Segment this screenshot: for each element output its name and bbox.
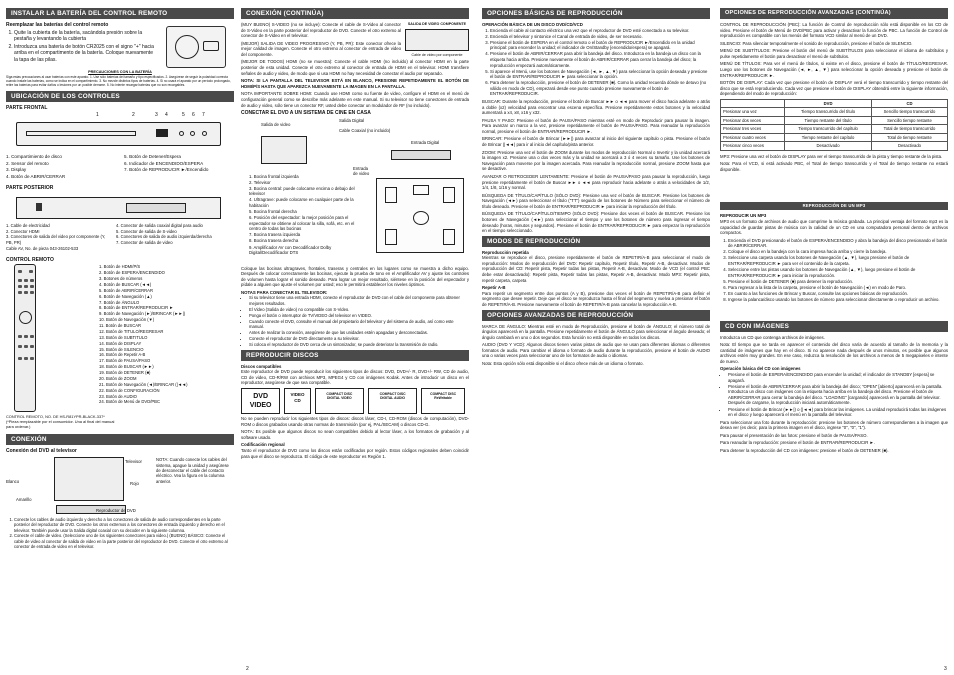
pause-text: PAUSA Y PASO: Presione el botón de PAUSA/PASO mientras esté en modo de Reproducir para pausar la imagen. Para avanzar un marco a la vez, presione repetidamente el botón de PAUSA/PASO. Para reanudar la reproducción normal, presione el botón de ENTRAR/REPRODUCIR ►. bbox=[482, 117, 710, 134]
table-header: DVD bbox=[785, 99, 872, 107]
list-item: • Antes de realizar la conexión, asegúrese de que las unidades estén apagadas y desconectadas. bbox=[249, 330, 469, 335]
list-item: • Si su televisor tiene una entrada HDMI, conecte el reproductor de DVD con el cable del componente para obtener mejores resultados. bbox=[249, 295, 469, 306]
list-item: 19. Botón de DETENER (■) bbox=[99, 370, 151, 376]
list-item: 8. Bocina trasera derecha bbox=[249, 238, 299, 244]
ht-digital-out-label: Salida Digital bbox=[339, 117, 365, 123]
list-item: 2. Conector HDMI bbox=[6, 228, 40, 234]
tv-illustration bbox=[54, 457, 124, 501]
subtitle-text: MENÚ DE SUBTÍTULOS: Presione el botón del menú de SUBTÍTULOS para seleccionar el idioma de subtítulos y pulse repetidamente el botón para desactivar el menú de subtítulos. bbox=[720, 48, 948, 59]
front-legend-left bbox=[6, 154, 65, 180]
list-item: • Ponga el botón o interruptor de TV/VIDEO del televisor en VIDEO. bbox=[249, 313, 469, 318]
table-row bbox=[721, 125, 948, 133]
digital-audio-logo: COMPACT DISC DIGITAL AUDIO bbox=[368, 388, 417, 414]
list-item: 7. En cuanto a las funciones de Brincar y Buscar, consulte las opciones básicas de reproducción. bbox=[728, 291, 948, 297]
mp3-steps bbox=[720, 238, 948, 303]
mp3-subtitle: REPRODUCIR UN MP3 bbox=[720, 213, 767, 219]
display-table bbox=[720, 99, 948, 151]
table-cell: Presionar cinco veces bbox=[721, 142, 785, 150]
region-title: Codificación regional bbox=[241, 442, 285, 448]
callout-number: 7 bbox=[202, 112, 205, 119]
list-item: 6. Para regresar a la lista de la carpeta, presione el botón de Navegación (◄) en modo de Paro. bbox=[728, 285, 948, 291]
digital-video-logo: COMPACT DISC DIGITAL VIDEO bbox=[315, 388, 364, 414]
tv-notes bbox=[241, 295, 469, 347]
home-theater-diagram bbox=[241, 118, 469, 258]
battery-illustration bbox=[166, 26, 226, 68]
mute-text: SILENCIO: Para silenciar temporalmente el sonido de reproducción, presione el botón de SILENCIO. bbox=[720, 40, 913, 46]
column-4 bbox=[720, 8, 948, 456]
tv-label: Televisor bbox=[125, 459, 142, 465]
list-item: 2. Introduzca una batería de botón CR2025 con el signo "+" hacia arriba en el compartimento de la batería. Coloque nuevamente la tapa de las pilas. bbox=[14, 44, 156, 64]
remote-title: CONTROL REMOTO bbox=[6, 256, 54, 263]
list-item: • Cuando conecte el DVD, consulte el manual del propietario del televisor y del sistema de audio, así como este manual. bbox=[249, 319, 469, 330]
rear-legend-left bbox=[6, 223, 111, 252]
list-item: 21. Botón de Navegación (◄)/BRINCAR (|◄◄) bbox=[99, 381, 188, 387]
list-item: 3. Seleccione una carpeta usando los botones de Navegación (▲, ▼), luego presione el botón de ENTRAR/REPRODUCIR ► para ver el contenido de la carpeta. bbox=[728, 255, 948, 266]
list-item: 1. Botón de HDMI/P/S bbox=[99, 264, 141, 270]
table-header-row bbox=[721, 99, 948, 107]
ht-legend bbox=[241, 174, 361, 257]
display-text: BOTÓN DE DISPLAY: Cada vez que presione el botón de DISPLAY verá el tiempo transcurrido y tiempo restante del disco que se está reproduciendo. Cada vez que presione el botón de DISPLAY obtendrá entre la siguiente información, dependiendo del modo de reproducción: bbox=[720, 80, 948, 97]
table-row bbox=[721, 116, 948, 124]
callout-number: 3 bbox=[155, 112, 158, 119]
table-header: CD bbox=[871, 99, 947, 107]
resume-slide-text: Para reanudar la reproducción: presione el botón de ENTRAR/REPRODUCIR ►. bbox=[720, 440, 875, 446]
precautions-title: PRECAUCIONES CON LA BATERÍA bbox=[88, 69, 152, 74]
list-item: 3. Conectores de salida del video por componente (Y, PB, PR) bbox=[6, 234, 106, 245]
battery-subtitle: Reemplazar las baterías del control remoto bbox=[6, 22, 109, 28]
ht-input-label: Entrada de video bbox=[353, 165, 370, 177]
discs-note-2: NOTA: Es posible que algunos discos no sean compatibles debido al lector láser, a los formatos de grabación y al software usado. bbox=[241, 429, 469, 440]
list-item: 7. Conector de salida de video bbox=[116, 240, 173, 246]
list-item: 17. Botón de PAUSA/PASO bbox=[99, 358, 151, 364]
table-cell: Presionar cuatro veces bbox=[721, 133, 785, 141]
modes-heading: MODOS DE REPRODUCCIÓN bbox=[482, 236, 710, 247]
column-1 bbox=[6, 8, 234, 551]
ht-coax-label: Cable Coaxial (no incluido) bbox=[339, 127, 391, 133]
list-item: 5. Conector de salida de S-video bbox=[116, 228, 177, 234]
cd-steps bbox=[720, 372, 948, 418]
list-item: 6. Botón de Navegación (▲) bbox=[99, 293, 152, 299]
table-cell: Tiempo restante del título bbox=[785, 116, 872, 124]
component-diagram bbox=[405, 22, 469, 59]
list-item: 4. Conector de salida coaxial digital para audio bbox=[116, 222, 203, 228]
list-item: 4. Botón de ABRIR/CERRAR bbox=[6, 173, 66, 179]
list-item: 2. Encienda el televisor y sintonice el Canal de entrada de video, de ser necesario. bbox=[490, 34, 710, 40]
list-item: 5. Si aparece el Menú, use los botones de Navegación (◄, ►, ▲, ▼) para seleccionar la opción deseada y presione el botón de ENTRAR/REPRODUCIR ► para seleccionar la opción. bbox=[490, 69, 710, 80]
video-cd-logo: VIDEO CD bbox=[284, 388, 311, 414]
table-header bbox=[721, 99, 785, 107]
table-cell: Presionar una vez bbox=[721, 108, 785, 116]
callout-number: 2 bbox=[132, 112, 135, 119]
dvd-video-logo: DVD VIDEO bbox=[241, 388, 280, 414]
list-item: 5. Presione el botón de DETENER (■) para detener la reproducción. bbox=[728, 279, 948, 285]
discs-heading: REPRODUCIR DISCOS bbox=[241, 350, 469, 361]
list-item: 5. Botón de Detener/Espera bbox=[124, 154, 181, 160]
table-cell: Tiempo restante del capítulo bbox=[785, 133, 872, 141]
list-item: 1. Compartimiento de disco bbox=[6, 154, 62, 160]
remote-note: CONTROL REMOTO, NO. DE HS-R81YPR-BLACK-337* (*Pieza remplazable por el consumidor. Una al final del manual para ordenar.) bbox=[6, 414, 115, 430]
callout-number: 1 bbox=[96, 112, 99, 119]
list-item: 4. Presione el botón de ABRIR/CERRAR para abrir la bandeja del disco. Introduzca en la bandeja un disco con la etiqueta hacia arriba. Presione nuevamente el botón de ABRIR/CERRAR para cerrar la bandeja del disco; la reproducción empezará automáticamente. bbox=[490, 51, 710, 68]
battery-heading: INSTALAR LA BATERÍA DEL CONTROL REMOTO bbox=[6, 8, 234, 19]
list-item: • Si coloca el reproductor de DVD cerca de un sintonizador, se puede deteriorar la transmisión de radio. bbox=[249, 342, 469, 347]
svideo-text: (MUY BUENO) S-VIDEO (no se incluye): Conecte el cable de S-Video al conector de S-Video en la parte posterior del reproductor de DVD. Conecte el otro extremo al conector de S-Video en el televisor. bbox=[241, 22, 401, 39]
ht-digital-in-label: Entrada Digital bbox=[411, 139, 440, 145]
list-item: • Presione el botón de ESPERA/ENCENDIDO para encender la unidad; el indicador de STANDBY [espera] se apagará. bbox=[728, 372, 948, 383]
rear-panel-title: PARTE POSTERIOR bbox=[6, 185, 54, 192]
table-cell: Sencillo tiempo restante bbox=[871, 116, 947, 124]
remote-legend bbox=[91, 264, 187, 405]
mp3-heading: REPRODUCCIÓN DE UN MP3 bbox=[720, 202, 948, 210]
page-number: 3 bbox=[944, 665, 947, 672]
tv-connection-diagram bbox=[6, 455, 234, 517]
ab-subtitle: Repetir A-B bbox=[482, 285, 506, 291]
white-label: Blanco bbox=[6, 479, 20, 485]
audio-text: AUDIO (DVD Y VCD): Algunos discos tienen varias pistas de audio que se usan para diferentes idiomas o diferentes formatos de audio. Para cambiar el idioma o formato de audio durante la reproducción, presione el botón de AUDIO una o varias veces para seleccionar uno de los formatos de audio o idiomas. bbox=[482, 342, 710, 359]
list-item: 5. Bocina frontal derecha bbox=[249, 209, 297, 215]
stop-slide-text: Para detener la reproducción del CD con imágenes: presione el botón de DETENER (■). bbox=[720, 447, 889, 453]
operation-steps bbox=[482, 28, 710, 97]
list-item: 6. Para detener la reproducción, presione el botón de DETENER (■). Como la unidad recuerda dónde se detuvo (no válido en modo de CD), empezará desde ese punto cuando presione nuevamente el botón de ENTRAR/REPRODUCIR. bbox=[490, 80, 710, 97]
list-item: 18. Botón de BUSCAR (►►) bbox=[99, 364, 154, 370]
hdmi-text: (MEJOR DE TODOS) HDMI (no se muestra): Conecte el cable HDMI (no incluido) al conector HDMI en la parte posterior de esta unidad. Conecte el otro extremo al conector de entrada de HDMI en el televisor. HDMI transfiere señales de audio y video, de modo que si usa HDMI no hay necesidad de conectar el audio por separado. bbox=[241, 59, 469, 76]
list-item: 13. Botón de SUBTITULO bbox=[99, 334, 148, 340]
discs-text: Este reproductor de DVD puede reproducir los siguientes tipos de discos: DVD, DVD+/- R, DVD+/- RW, CD de audio, CD de video, CD-R/RW con archivos MP3, MPEG4 y CD con imágenes Kodak. Antes de introducir un disco en el reproductor, asegúrese de que sea compatible. bbox=[241, 369, 469, 386]
title-search-text: BÚSQUEDA DE TÍTULO/CAPÍTULO (SÓLO DVD): Presione una vez el botón de BUSCAR. Presione los botones de Navegación (◄►) para seleccionar el título ("TT") seguido de los botones de Número para seleccionar el número de título deseado. Presione el botón de ENTRAR/REPRODUCIR ► para iniciar la reproducción del título. bbox=[482, 192, 710, 209]
list-item: 4. Ultragrave: puede colocarse en cualquier parte de la habitación bbox=[249, 197, 354, 208]
list-item: 2. Televisor bbox=[249, 179, 271, 185]
cd-note: Nota: El tiempo que se tarda en aparecer el contenido del disco varía de acuerdo al tamaño de la memoria y la cantidad de imágenes que hay en el disco. Si no aparece nada después de unos minutos, es posible que algunos archivos estén muy grandes. En ese caso, reduzca la resolución de los archivos a menos de 5 megapixeles e intente de nuevo. bbox=[720, 342, 948, 364]
table-cell: Desactivado bbox=[785, 142, 872, 150]
disc-logos bbox=[241, 388, 469, 414]
slow-text: AVANZAR O RETROCEDER LENTAMENTE: Presione el botón de PAUSA/PASO para pausar la reproducción, luego presione repetidamente el botón de Buscar ►► o ◄◄ para reproducir hacia adelante o atrás a velocidades de 1/2, 1/4, 1/8, 1/16 y normal. bbox=[482, 173, 710, 191]
front-panel-diagram bbox=[6, 112, 234, 154]
connection-heading: CONEXIÓN bbox=[6, 434, 234, 445]
list-item: 7. Botón de REPRODUCIR ►/Encendido bbox=[124, 167, 209, 173]
discs-note-1: No se pueden reproducir los siguientes tipos de discos: discos láser, CD-I, CD-ROM (discos de computación), DVD-ROM o discos grabados usando otras normas de transmisión (por ej, PAL/SECAM) o discos CD-G. bbox=[241, 416, 469, 427]
list-item: 2. Sensor del remoto bbox=[6, 160, 49, 166]
controls-heading: UBICACIÓN DE LOS CONTROLES bbox=[6, 91, 234, 102]
remote-illustration bbox=[14, 264, 36, 412]
list-item: 8. Botón de ENTRAR/REPRODUCIR ► bbox=[99, 305, 174, 311]
list-item: 3. Presione el botón de ESPERA en el control remoto o el botón de REPRODUCIR ►/Encendido en la unidad principal: para encender la unidad; el indicador de On/Standby [encendido/espera] se apagará. bbox=[490, 40, 710, 51]
table-cell: Presionar tres veces bbox=[721, 125, 785, 133]
zoom-text: ZOOM: Presione una vez el botón de ZOOM durante los modos de reproducción Normal o Invertir y la unidad acercará la imagen x2. Presione una o dos veces más y la unidad se acercará a 3 ó 4 veces su tamaño. Use los botones de Navegación para moverse por la imagen acercada. Para reanudar la reproducción normal, presione ZOOM hasta que se desactive. bbox=[482, 149, 710, 172]
svideo-label: SALIDA DE VIDEO COMPONENTE bbox=[407, 22, 467, 26]
front-legend-right bbox=[124, 154, 234, 180]
precautions-text: Siga estas precauciones al usar baterías con este aparato. 1. Use sólo baterías del tamaño y tipo especificados. 2. Asegúrese de seguir la polaridad correcta cuando instale las baterías, como se indica en el compartimiento. 3. No mezcle distintos tipos de baterías. 4. Si no usará el aparato por un período prolongado, retire las baterías para evitar daños o lesiones por un posible derrame. 5. No intente recargar baterías que no son recargables. bbox=[6, 74, 231, 87]
rear-panel-diagram bbox=[6, 193, 234, 223]
list-item: 2. Coloque el disco en la bandeja con la cara impresa hacia arriba y cierre la bandeja. bbox=[728, 249, 948, 255]
search-text: BUSCAR: Durante la reproducción, presione el botón de Buscar ►► o ◄◄ para mover el disco hacia adelante o atrás a doble (x2) velocidad para encontrar una escena específica. Presione repetidamente estos botones y la velocidad aumentará a x4, x8, x16 y x32. bbox=[482, 99, 710, 116]
list-item: 1. Cable de electricidad bbox=[6, 222, 50, 228]
list-item: 9. Amplificador AV con Decodificador Dolby Digital/Decodificador DTS bbox=[249, 244, 332, 256]
list-item: 9. Botón de Navegación (►)/BRINCAR (►►|) bbox=[99, 311, 186, 317]
speaker-layout bbox=[376, 178, 464, 253]
pause-slide-text: Para pausar el presentación de las fotos: presione el botón de PAUSA/PASO. bbox=[720, 432, 868, 438]
list-item: 6. Indicador de ENCENDIDO/ESPERA bbox=[124, 160, 204, 166]
discs-subtitle: Discos compatibles bbox=[241, 363, 282, 369]
page-number: 2 bbox=[246, 665, 249, 672]
list-item: 20. Botón de ZOOM bbox=[99, 375, 137, 381]
table-cell: Desactivado bbox=[871, 142, 947, 150]
cd-images-heading: CD CON IMÁGENES bbox=[720, 321, 948, 332]
precautions-box bbox=[6, 70, 234, 87]
list-item: • Conecte el reproductor de DVD directamente a su televisor. bbox=[249, 336, 469, 341]
list-item: 1. Bocina frontal izquierda bbox=[249, 173, 299, 179]
table-cell: Sencillo tiempo transcurrido bbox=[871, 108, 947, 116]
list-item: 3. Botones de números bbox=[99, 276, 143, 282]
column-2 bbox=[241, 8, 469, 461]
list-item: 4. Botón de BUSCAR (◄◄) bbox=[99, 281, 152, 287]
list-item: 15. Botón de SILENCIO bbox=[99, 346, 144, 352]
home-theater-subtitle: CONECTAR EL DVD A UN SISTEMA DE CINE EN CASA bbox=[241, 110, 371, 117]
table-cell: Total de tiempo transcurrido bbox=[871, 125, 947, 133]
list-item: 1. Conecte los cables de audio izquierdo y derecho a los conectores de salida de audio correspondientes en la parte posterior del reproductor de DVD. Conecte los otros extremos a los conectores de entrada izquierdo y derecho en el televisor. También puede usar la Salida digital coaxial con su decoder en la siguiente columna. bbox=[14, 517, 234, 533]
mp3-display-note: MP3: Presione una vez el botón de DISPLAY para ver el tiempo transcurrido de la pista y tiempo restante de la pista. bbox=[720, 153, 943, 159]
connection-cont-heading: CONEXIÓN (CONTINÚA) bbox=[241, 8, 469, 19]
table-row bbox=[721, 108, 948, 116]
list-item: 2. Conecte el cable de video. (Seleccione uno de los siguientes conectores para video.) (BUENO) BÁSICO: Conecte el cable de video al conector de salida de video en la parte posterior del reproductor de DVD. Conecte el otro extremo al conector de entrada de video en el televisor. bbox=[14, 533, 234, 549]
list-item: 3. Display bbox=[6, 167, 27, 173]
svideo-caption: Cable de video por componente bbox=[411, 52, 463, 57]
table-cell: Presionar dos veces bbox=[721, 116, 785, 124]
list-item: 10. Botón de Navegación (▼) bbox=[99, 317, 155, 323]
battery-steps bbox=[6, 30, 156, 64]
note-rf: NOTA IMPORTANTE SOBRE HDMI: Cuando use HDMI como su fuente de video, configure el HDMI en el menú de configuración general como se describe más adelante en este manual. Si su televisor no tiene conectores de entrada de audio y video, sólo tiene un conector RF, usted debe conectar un modulador de RF (no incluido). bbox=[241, 91, 469, 108]
list-item: 12. Botón de TITULO/REGRESAR bbox=[99, 328, 164, 334]
list-item: 4. Seleccione entre las pistas usando los botones de Navegación (▲, ▼), luego presione el botón de ENTRAR/REPRODUCIR ► para iniciar la reproducción. bbox=[728, 267, 948, 278]
repeat-text: Mientras se reproduce el disco, presione repetidamente el botón de REPETIR/A-B para seleccionar el modo de reproducción: Modos de reproducción del DVD: Repetir capítulo, Repetir título, Repetir A-B, desactivar. Modos de reproducción del CD: Repetir pista, Repetir todas las pistas, Repetir A-B, desactivar. Modo de VCD (el control PBC debe estar desactivado): Repetir pista, Repetir todas las pistas, Repetir A-B, desactivar. Modo MP3: Repetir pista, repetir carpeta, carpeta bbox=[482, 255, 710, 283]
column-3 bbox=[482, 8, 710, 369]
skip-text: BRINCAR: Presione el botón de Brincar (►►|) para avanzar al inicio del siguiente capítulo o pista. Presione el botón de Brincar (|◄◄) para ir al inicio del capítulo/pista anterior. bbox=[482, 136, 710, 148]
rear-legend bbox=[6, 223, 234, 254]
region-text: Tanto el reproductor de DVD como los discos están codificados por región. Estos códigos regionales deben coincidir para que el disco se reproduzca. El código de este reproductor es Región 1. bbox=[241, 447, 469, 459]
repeat-subtitle: Reproducción repetida bbox=[482, 249, 529, 255]
advanced-heading: OPCIONES AVANZADAS DE REPRODUCCIÓN bbox=[482, 310, 710, 321]
red-label: Rojo bbox=[130, 481, 139, 487]
mp3-intro: MP3 es un formato de archivos de audio que comprime la música grabada. La principal ventaja del formato mp3 es la capacidad de guardar pistas de música con la calidad de un CD en una computadora personal dentro de archivos compactos. bbox=[720, 218, 948, 236]
list-item: • Presione el botón de ABRIR/CERRAR para abrir la bandeja del disco; "OPEN" [abierto] aparecerá en la pantalla. Introduzca un disco con imágenes con la etiqueta hacia arriba en la bandeja del disco. Presione el botón de ABRIR/CERRAR para cerrar la bandeja del disco. "LOADING" [cargando] aparecerá en la pantalla del televisor. Después de cargarse, la reproducción iniciará automáticamente. bbox=[728, 384, 948, 406]
callout-number: 5 bbox=[182, 112, 185, 119]
speaker-text: Coloque las bocinas ultragraves, frontales, traseras y centrales en los lugares como se muestra a dicho equipo. Después de colocar correctamente las bocinas, ejecute la prueba de tono en el Amplificador AV y ajuste los controles de volumen hasta lograr el sonido deseado. Para lograr un mejor resultado, siéntese en la posición del espectador y pídale a alguien que ajuste el volumen por usted; eso le permitirá establecer los niveles óptimos. bbox=[241, 265, 469, 288]
list-item: 6. Conectores de salida de audio izquierda/derecha bbox=[116, 234, 212, 240]
list-item: 1. Encienda el DVD presionando el botón de ESPERA/ENCENDIDO y abra la bandeja del disco presionando el botón de ABRIR/CERRAR. bbox=[728, 238, 948, 249]
callout-number: 4 bbox=[165, 112, 168, 119]
table-row bbox=[721, 142, 948, 150]
list-item: 1. Encienda el cable al contacto eléctrico una vez que el reproductor de DVD esté conectado a su televisor. bbox=[490, 28, 710, 34]
ab-text: Para repetir un segmento entre dos puntos (A y B), presione dos veces el botón de REPETIR/A-B para definir el segmento que desee repetir. Deje que el disco se reproduzca hasta el final del segmento y vuelva a presionar el botón de REPETIR/A-B. Presione nuevamente el botón de REPETIR/A-B para cancelar la reproducción A-B. bbox=[482, 290, 710, 307]
slideshow-text: Para seleccionar una foto durante la reproducción: presione los botones de número correspondientes a la imagen que desea ver (es decir, para la primera imagen en el disco, ingrese "0", "0", "1"). bbox=[720, 419, 948, 431]
table-cell: Total de tiempo restante bbox=[871, 133, 947, 141]
time-search-text: BÚSQUEDA DE TÍTULO/CAPÍTULO/TIEMPO (SÓLO DVD): Presione dos veces el botón de BUSCAR. Presione los botones de Navegación (◄►) para seleccionar el tiempo y use los botones de número para ingresar el tiempo deseado (horas, minutos y segundos). Presione el botón de ENTRAR/REPRODUCIR ► para empezar la reproducción en el tiempo seleccionado. bbox=[482, 211, 710, 234]
audio-note: Nota: Esta opción sólo está disponible si el disco ofrece más de un idioma o formato. bbox=[482, 360, 644, 366]
title-menu-text: MENÚ DE TÍTULOS: Para ver el menú de títulos, si existe en el disco, presione el botón de TÍTULO/REGRESAR. Luego use los botones de Navegación (◄, ►, ▲, ▼) para seleccionar la opción deseada y presione el botón de ENTRAR/REPRODUCIR ►. bbox=[720, 61, 948, 78]
pbc-text: CONTROL DE REPRODUCCIÓN (PBC): La función de Control de reproducción sólo está disponible en los CD de video. Presione el botón de Menú de DVD/PBC para activar y desactivar la función de PBC. La función de Control de reproducción es compatible con los menús del formato VCD similar al menú de un DVD. bbox=[720, 22, 948, 39]
list-item: 7. Bocina trasera izquierda bbox=[249, 232, 301, 238]
list-item: 5. Botón de ABRIR/CERRAR bbox=[99, 287, 153, 293]
rewritable-logo: COMPACT DISC ReWritable bbox=[421, 388, 465, 414]
notes-title: NOTAS PARA CONECTAR EL TELEVISOR: bbox=[241, 289, 328, 295]
cd-intro: Introduzca un CD que contenga archivos de imágenes. bbox=[720, 334, 825, 340]
angle-text: MARCA DE ÁNGULO: Mientras esté en modo de Reproducción, presione el botón de ÁNGULO; el número total de ángulos aparecerá en la pantalla. Presione repetidamente el botón de ÁNGULO para seleccionar el ángulo deseado; el ángulo cambiará en uno o dos segundos. Esta función no está disponible en todos los discos. bbox=[482, 323, 710, 340]
vcd-note: Nota: Para el VCD, si está activado PBC, el Total de tiempo transcurrido y el Total de tiempo restante no estará disponible. bbox=[720, 161, 948, 172]
cd-op-title: Operación básica del CD con imágenes bbox=[720, 366, 801, 372]
list-item: 11. Botón de BUSCAR bbox=[99, 323, 142, 329]
list-item: 23. Botón de AUDIO bbox=[99, 393, 137, 399]
list-item: 22. Botón de CONFIGURACIÓN bbox=[99, 387, 160, 393]
tv-illustration bbox=[261, 136, 307, 164]
list-item: 6. Posición del espectador: la mejor posición para el espectador se obtiene al colocar la silla, sofá, etc. en el centro de todas las bocinas bbox=[249, 215, 355, 232]
amplifier-illustration bbox=[391, 150, 451, 160]
front-legend bbox=[6, 154, 234, 182]
connection-subtitle: Conexión del DVD al televisor bbox=[6, 447, 77, 454]
component-text: (MEJOR) SALIDA DE VIDEO PROGRESIVO (Y, PB, PR): Este conector ofrece la mejor calidad de imagen. Conecte el otro extremo al conector de entrada de video del componente. bbox=[241, 40, 401, 57]
list-item: 16. Botón de Repetir A-B bbox=[99, 352, 146, 358]
connection-note: NOTA: Cuando conecte los cables del sistema, apague la unidad y asegúrese de desconectar el cable del contacto eléctrico. Vea la figura en la columna anterior. bbox=[156, 457, 229, 484]
player-label: Reproductor de DVD bbox=[96, 508, 136, 514]
remote-section bbox=[6, 264, 234, 414]
list-item: Cable AV, No. de pieza 043-26102-533 bbox=[6, 245, 79, 251]
rear-legend-right bbox=[116, 223, 234, 252]
options-heading: OPCIONES BÁSICAS DE REPRODUCCIÓN bbox=[482, 8, 710, 19]
table-cell: Tiempo transcurrido del capítulo bbox=[785, 125, 872, 133]
list-item: 3. Bocina central: puede colocarse encima o debajo del televisor bbox=[249, 185, 355, 197]
list-item: 1. Quite la cubierta de la batería, sacándola presión sobre la pestaña y levantando la cubierta bbox=[14, 30, 156, 44]
advanced-cont-heading: OPCIONES DE REPRODUCCIÓN AVANZADAS (CONTINÚA) bbox=[720, 8, 948, 19]
list-item: 24. Botón de Menú de DVD/PBC bbox=[99, 399, 160, 405]
callout-number: 6 bbox=[192, 112, 195, 119]
list-item: • Presione el botón de Brincar (►►|) o (|◄◄) para brincar las imágenes. La unidad reproducirá todas las imágenes en el disco y luego aparecerá el menú en la pantalla del televisor. bbox=[728, 407, 948, 418]
table-cell: Tiempo transcurrido del título bbox=[785, 108, 872, 116]
front-panel-title: PARTE FRONTAL bbox=[6, 104, 48, 111]
operation-subtitle: OPERACIÓN BÁSICA DE UN DISCO DVD/CD/VCD bbox=[482, 22, 583, 27]
table-row bbox=[721, 133, 948, 141]
list-item: 14. Botón de DISPLAY bbox=[99, 340, 142, 346]
list-item: 2. Botón de ESPERA/ENCENDIDO bbox=[99, 270, 165, 276]
list-item: • El Video (Salida de video) no compatible con S-Video. bbox=[249, 307, 469, 312]
list-item: 8. Ingrese la palanca/disco usando los botones de número para seleccionar directamente o reproducir un archivo. bbox=[728, 297, 948, 303]
ht-output-label: Salida de video bbox=[261, 121, 291, 127]
connection-steps bbox=[6, 517, 234, 549]
note-important: NOTA: SI LA PANTALLA DEL TELEVISOR ESTÁ EN BLANCO, PRESIONE REPETIDAMENTE EL BOTÓN DE HDMI/P/S HASTA QUE APAREZCA NUEVAMENTE LA IMAGEN EN LA PANTALLA. bbox=[241, 78, 469, 89]
list-item: 7. Botón de ÁNGULO bbox=[99, 299, 140, 305]
yellow-label: Amarillo bbox=[16, 497, 32, 503]
